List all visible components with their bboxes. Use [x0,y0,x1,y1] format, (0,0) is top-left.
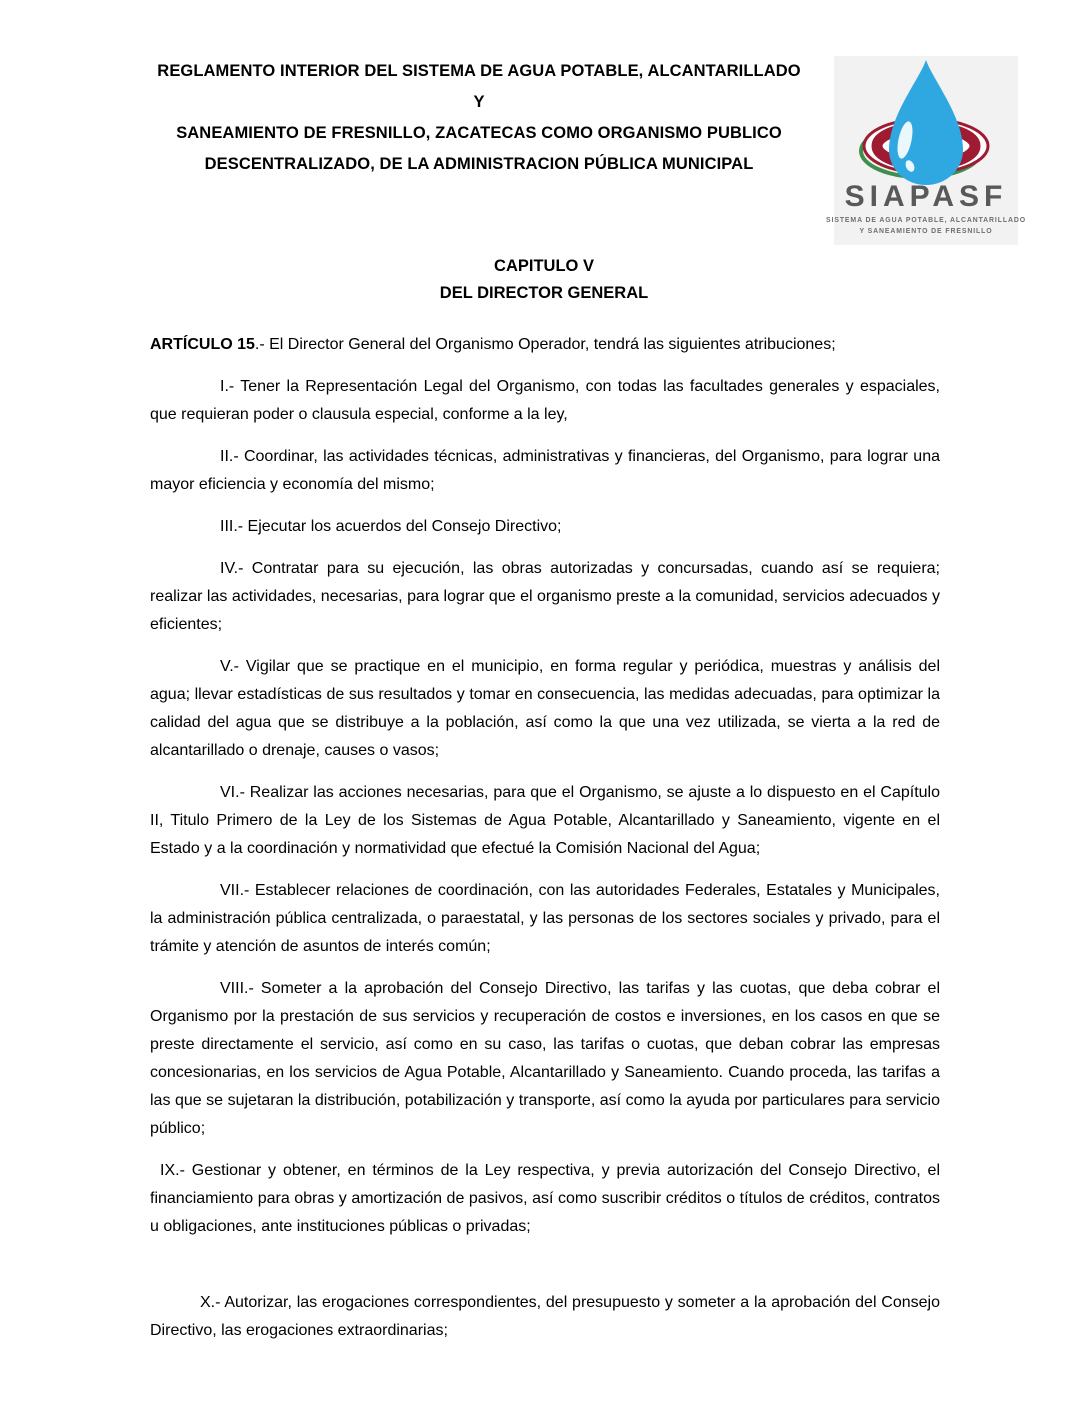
article-item-VIII: VIII.- Someter a la aprobación del Consejo Directivo, las tarifas y las cuotas, que deba cobrar el Organismo por la prestación de sus servicios y recuperación de costos e inversiones, en los casos en que se preste directamente el servicio, así como en su caso, las tarifas o cuotas, que deban cobrar las empresas concesionarias, en los servicios de Agua Potable, Alcantarillado y Saneamiento. Cuando proceda, las tarifas a las que se sujetaran la distribución, potabilización y transporte, así como la ayuda por particulares para servicio público; [150,980,940,1138]
chapter-heading [0,253,1088,307]
article-items [150,373,940,1345]
article-item-V: V.- Vigilar que se practique en el municipio, en forma regular y periódica, muestras y análisis del agua; llevar estadísticas de sus resultados y tomar en consecuencia, las medidas adecuadas, para optimizar la calidad del agua que se distribuye a la población, así como la que una vez utilizada, se vierta a la red de alcantarillado o drenaje, causes o vasos; [150,658,940,760]
document-title-line1: REGLAMENTO INTERIOR DEL SISTEMA DE AGUA POTABLE, ALCANTARILLADO Y [157,62,801,111]
article-item-X: X.- Autorizar, las erogaciones correspondientes, del presupuesto y someter a la aprobación del Consejo Directivo, las erogaciones extraordinarias; [150,1294,940,1340]
document-header [0,0,1088,245]
article-item-I: I.- Tener la Representación Legal del Organismo, con todas las facultades generales y espaciales, que requieran poder o clausula especial, conforme a la ley, [150,378,940,424]
logo-acronym: SIAPASF [844,180,1008,213]
logo-tagline-line2: Y SANEAMIENTO DE FRESNILLO [859,228,993,236]
chapter-title: CAPITULO V [494,257,594,276]
article-item-VI: VI.- Realizar las acciones necesarias, para que el Organismo, se ajuste a lo dispuesto en el Capítulo II, Titulo Primero de la Ley de los Sistemas de Agua Potable, Alcantarillado y Saneamiento, vigente en el Estado y a la coordinación y normatividad que efectué la Comisión Nacional del Agua; [150,784,940,858]
logo-tagline-line1: SISTEMA DE AGUA POTABLE, ALCANTARILLADO [826,217,1026,224]
article-item-II: II.- Coordinar, las actividades técnicas, administrativas y financieras, del Organismo, para lograr una mayor eficiencia y economía del mismo; [150,448,940,494]
article-label: ARTÍCULO 15 [150,336,255,354]
article-body [0,331,1088,1345]
document-title-line3: DESCENTRALIZADO, DE LA ADMINISTRACION PÚBLICA MUNICIPAL [204,155,754,173]
article-intro [150,331,940,359]
article-item-IV: IV.- Contratar para su ejecución, las obras autorizadas y concursadas, cuando así se requiera; realizar las actividades, necesarias, para lograr que el organismo preste a la comunidad, servicios adecuados y eficientes; [150,560,940,634]
chapter-subtitle: DEL DIRECTOR GENERAL [439,284,649,303]
article-intro-text: .- El Director General del Organismo Operador, tendrá las siguientes atribuciones; [254,336,836,354]
water-drop-logo-icon [841,58,1011,186]
document-title-line2: SANEAMIENTO DE FRESNILLO, ZACATECAS COMO ORGANISMO PUBLICO [176,124,782,142]
logo-tagline [826,215,1026,237]
article-item-VII: VII.- Establecer relaciones de coordinación, con las autoridades Federales, Estatales y Municipales, la administración pública centralizada, o paraestatal, y las personas de los sectores sociales y privado, para el trámite y atención de asuntos de interés común; [150,882,940,956]
siapasf-logo [826,56,1026,245]
water-drop-shape [889,60,963,185]
document-title [150,56,808,180]
article-item-III: III.- Ejecutar los acuerdos del Consejo Directivo; [220,518,562,536]
article-item-IX: IX.- Gestionar y obtener, en términos de la Ley respectiva, y previa autorización del Consejo Directivo, el financiamiento para obras y amortización de pasivos, así como suscribir créditos o títulos de créditos, contratos u obligaciones, ante instituciones públicas o privadas; [150,1162,940,1236]
